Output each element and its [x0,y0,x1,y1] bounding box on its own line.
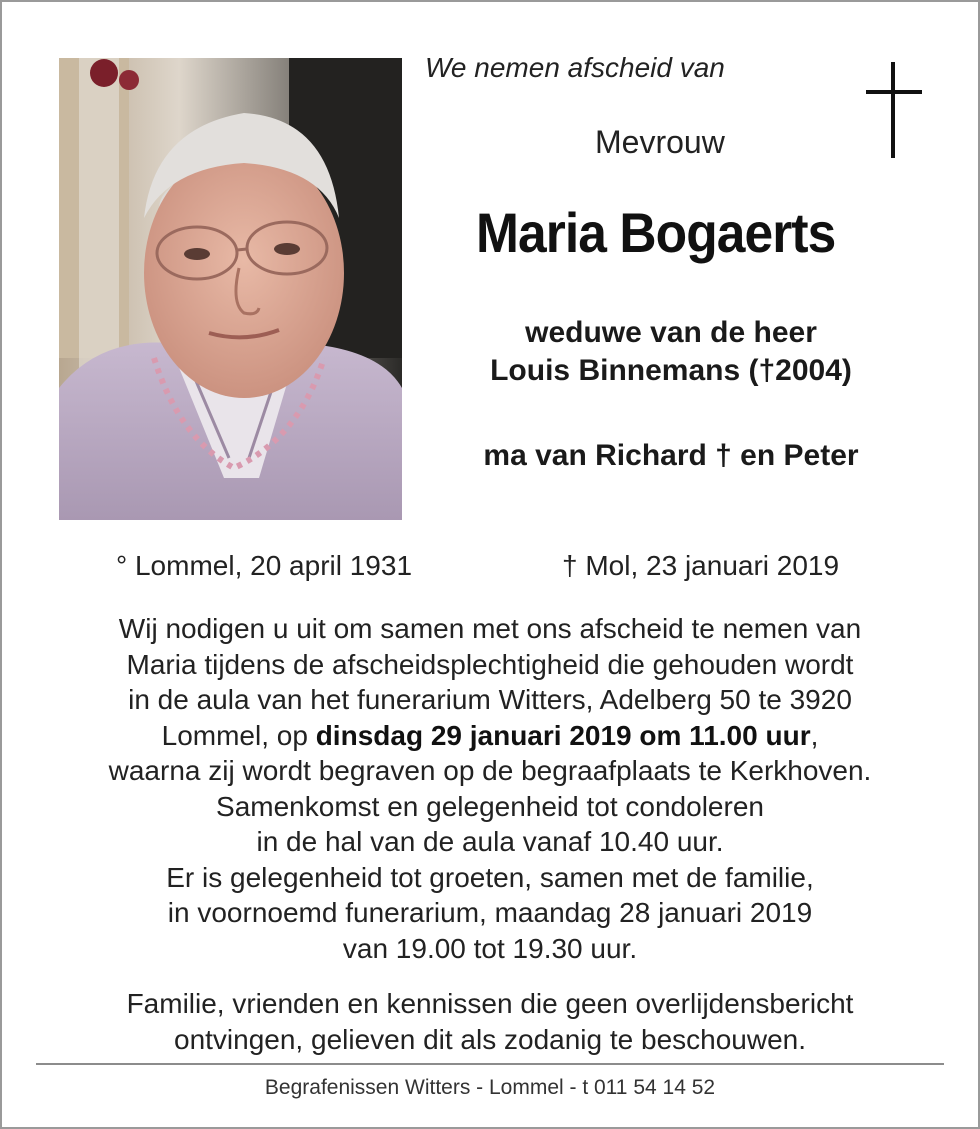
invitation-line: in de aula van het funerarium Witters, Adelberg 50 te 3920 [128,684,852,715]
ceremony-suffix: , [810,719,819,751]
invitation-line: Er is gelegenheid tot groeten, samen met de familie, [166,861,814,893]
invitation-line-ceremony [40,718,940,754]
invitation-line: waarna zij wordt begraven op de begraafplaats te Kerkhoven. [108,755,872,786]
deceased-name: Maria Bogaerts [476,201,836,264]
closing-line: ontvingen, gelieven dit als zodanig te beschouwen. [174,1023,806,1055]
footer-divider [36,1063,944,1065]
spouse-relation [410,314,932,390]
title-prefix: Mevrouw [595,124,725,160]
invitation-line: Maria tijdens de afscheidsplechtigheid die gehouden wordt [126,648,854,680]
invitation-line: Wij nodigen u uit om samen met ons afscheid te nemen van [118,613,862,644]
funeral-home-footer: Begrafenissen Witters - Lommel - t 011 54 14 52 [264,1076,716,1099]
ceremony-datetime: dinsdag 29 januari 2019 om 11.00 uur [315,719,811,751]
invitation-line: Samenkomst en gelegenheid tot condoleren [216,790,764,822]
invitation-text [40,611,940,966]
intro-text: We nemen afscheid van [425,52,725,83]
invitation-line: van 19.00 tot 19.30 uur. [342,932,638,964]
invitation-line: in voornoemd funerarium, maandag 28 januari 2019 [167,897,813,928]
invitation-line: in de hal van de aula vanaf 10.40 uur. [256,826,724,857]
ceremony-prefix: Lommel, op [161,719,316,751]
death-info: † Mol, 23 januari 2019 [562,550,840,581]
closing-text [40,986,940,1057]
birth-info: ° Lommel, 20 april 1931 [116,550,413,581]
spouse-relation-line2: Louis Binnemans (†2004) [490,354,852,387]
portrait-photo [59,58,402,520]
children-relation: ma van Richard † en Peter [483,439,859,472]
spouse-relation-line1: weduwe van de heer [525,316,817,349]
latin-cross-icon [866,62,922,158]
closing-line: Familie, vrienden en kennissen die geen overlijdensbericht [126,988,854,1019]
